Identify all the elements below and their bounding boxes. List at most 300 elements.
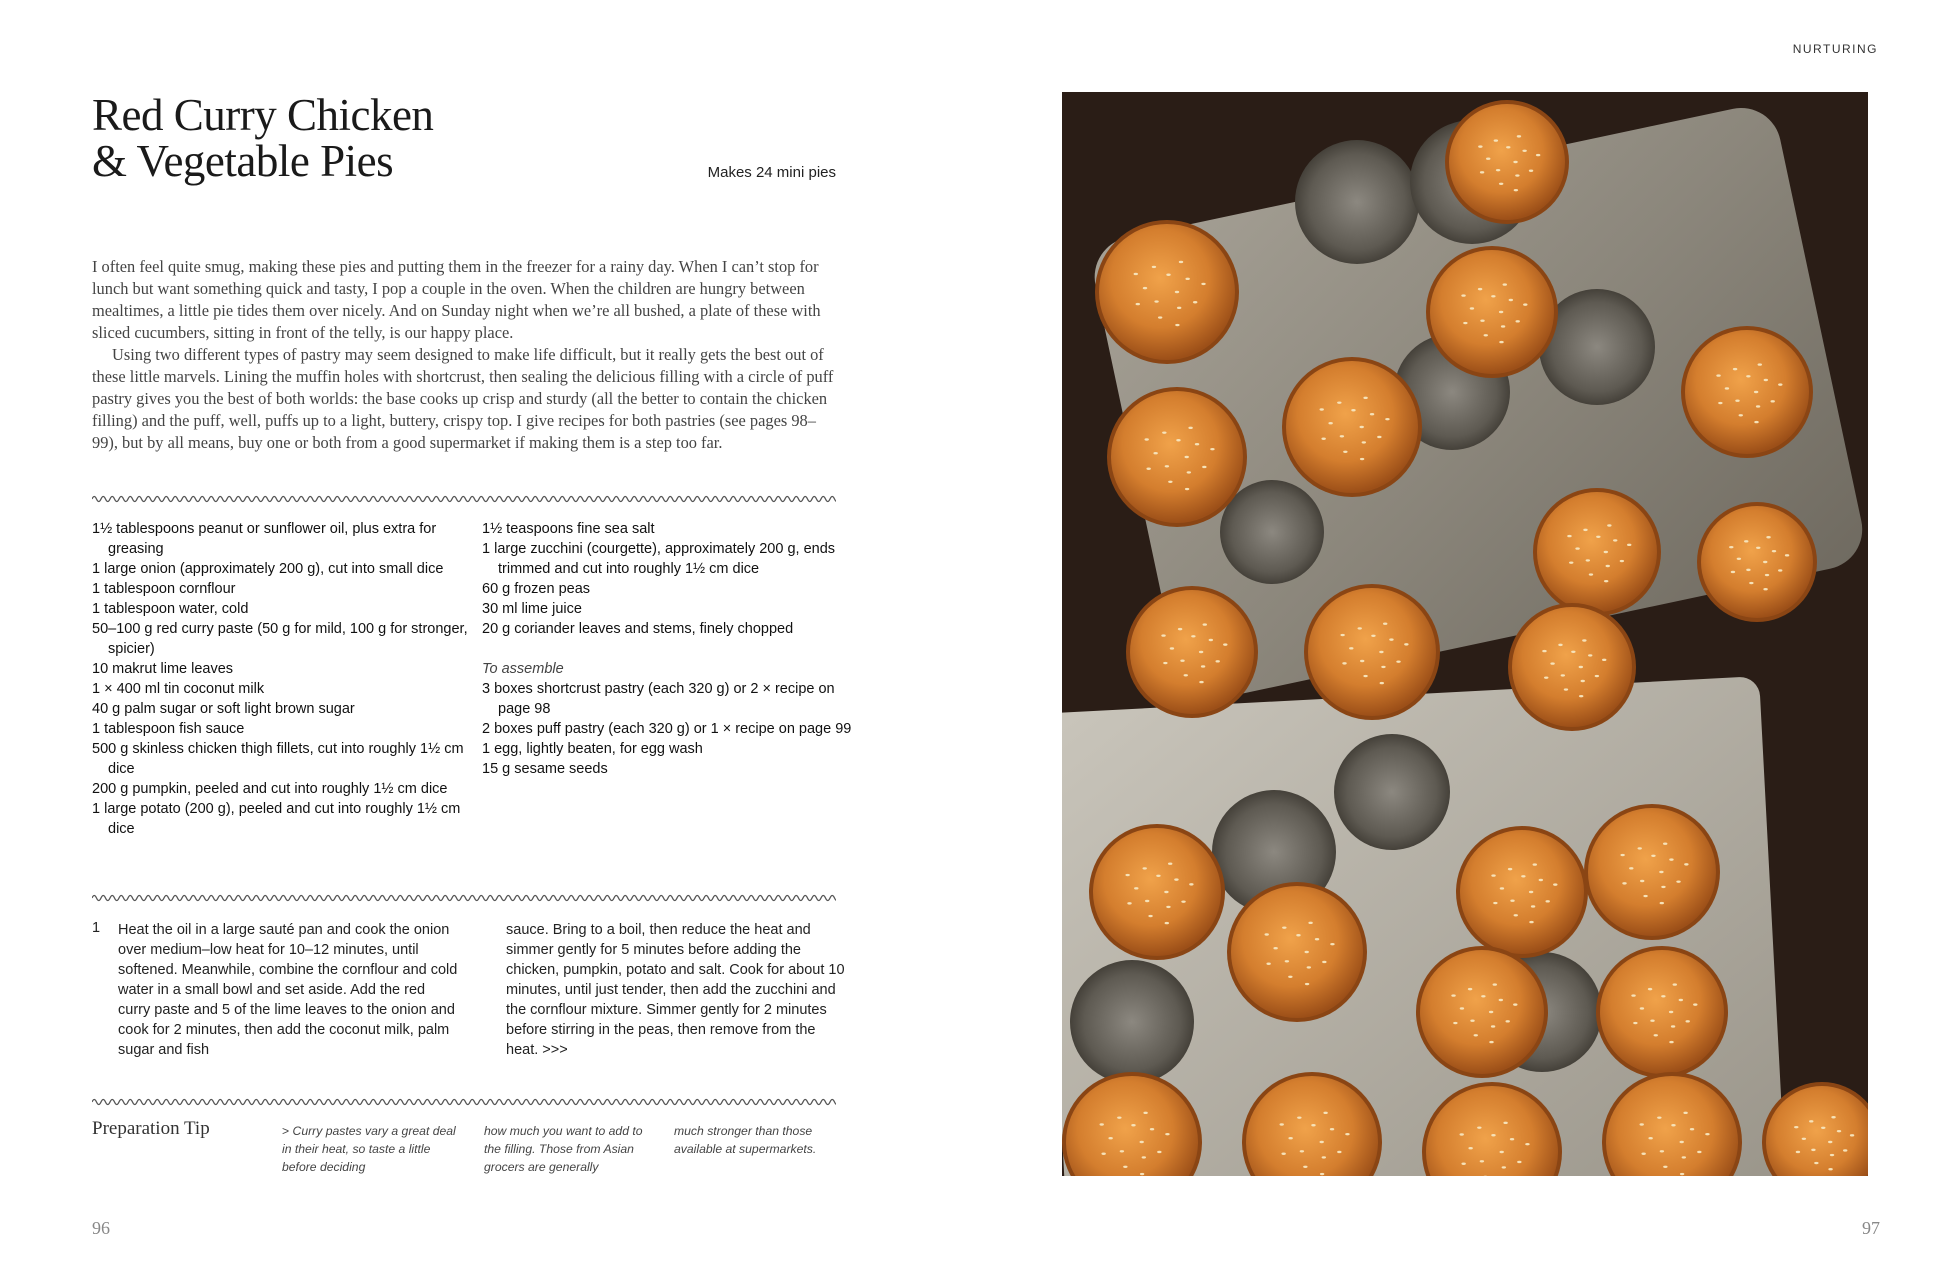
sesame-seed [1174, 878, 1178, 880]
pie [1089, 824, 1225, 960]
sesame-seed [1499, 999, 1503, 1001]
sesame-seed [1506, 146, 1510, 148]
sesame-seed [1680, 1141, 1684, 1143]
sesame-seed [1494, 139, 1498, 141]
pie [1107, 387, 1247, 527]
sesame-seed [1493, 983, 1497, 985]
sesame-seed [1640, 1007, 1644, 1009]
pie [1445, 100, 1569, 224]
sesame-seed [1157, 1151, 1161, 1153]
ingredient-item: 1 tablespoon water, cold [92, 601, 249, 617]
sesame-seed [1606, 565, 1610, 567]
pie [1426, 246, 1558, 378]
sesame-seed [1758, 363, 1762, 365]
sesame-seed [1529, 170, 1533, 172]
intro-paragraph: Using two different types of pastry may seem designed to make life difficult, but it really gets the best out of these little marvels. Lining the muffin holes with shortcrust, then sealing the delicious filling with a circle of puff pastry gives you the best of both worlds: the base cooks up crisp and sturdy (all the better to contain the chicken filling) and the puff, well, puffs up to a light, buttery, crispy top. I give recipes for both pastries (see pages 98–99), but by all means, buy one or both from a good supermarket if making them is a step too far. [92, 345, 834, 452]
sesame-seed [1484, 334, 1488, 336]
sesame-seed [1500, 1151, 1504, 1153]
sesame-seed [1389, 638, 1393, 640]
sesame-seed [1140, 1173, 1144, 1175]
sesame-seed [1685, 1020, 1689, 1022]
sesame-seed [1199, 651, 1203, 653]
sesame-seed [1491, 1025, 1495, 1027]
sesame-seed [1729, 546, 1733, 548]
sesame-seed [1567, 535, 1571, 537]
sesame-seed [1184, 674, 1188, 676]
pie [1584, 804, 1720, 940]
sesame-seed [1363, 397, 1367, 399]
tip-text [282, 1122, 457, 1176]
sesame-seed [1320, 408, 1324, 410]
sesame-seed [1633, 1022, 1637, 1024]
sesame-seed [1273, 947, 1277, 949]
ingredient-item: 60 g frozen peas [482, 581, 591, 597]
sesame-seed [1201, 283, 1205, 285]
sesame-seed [1177, 307, 1181, 309]
sesame-seed [1340, 634, 1344, 636]
sesame-seed [1308, 922, 1312, 924]
sesame-seed [1683, 1112, 1687, 1114]
sesame-seed [1561, 674, 1565, 676]
sesame-seed [1754, 391, 1758, 393]
sesame-seed [1187, 471, 1191, 473]
sesame-seed [1282, 926, 1286, 928]
sesame-seed [1210, 448, 1214, 450]
pie-top [1286, 361, 1418, 493]
tip-arrow: > [282, 1124, 290, 1138]
sesame-seed [1360, 458, 1364, 460]
sesame-seed [1539, 879, 1543, 881]
sesame-seed [1514, 189, 1518, 191]
sesame-seed [1285, 960, 1289, 962]
sesame-seed [1370, 413, 1374, 415]
sesame-seed [1509, 299, 1513, 301]
sesame-seed [1305, 983, 1309, 985]
sesame-seed [1676, 880, 1680, 882]
sesame-seed [1502, 1166, 1506, 1168]
sesame-seed [1505, 1020, 1509, 1022]
sesame-seed [1517, 135, 1521, 137]
sesame-seed [1648, 1137, 1652, 1139]
sesame-seed [1737, 558, 1741, 560]
sesame-seed [1460, 1007, 1464, 1009]
sesame-seed [1785, 554, 1789, 556]
sesame-seed [1486, 157, 1490, 159]
sesame-seed [1650, 1020, 1654, 1022]
sesame-seed [1288, 1137, 1292, 1139]
sesame-seed [1679, 999, 1683, 1001]
page-number-left: 96 [92, 1218, 110, 1238]
sesame-seed [1660, 1150, 1664, 1152]
sesame-seed [1579, 666, 1583, 668]
sesame-seed [1163, 662, 1167, 664]
sesame-seed [1809, 1120, 1813, 1122]
sesame-seed [1143, 287, 1147, 289]
sesame-seed [1533, 863, 1537, 865]
sesame-seed [1802, 1138, 1806, 1140]
sesame-seed [1176, 439, 1180, 441]
ingredient-item: 1½ teaspoons fine sea salt [482, 521, 655, 537]
sesame-seed [1383, 623, 1387, 625]
yield-note: Makes 24 mini pies [707, 164, 836, 181]
sesame-seed [1470, 1020, 1474, 1022]
sesame-seed [1794, 1126, 1798, 1128]
sesame-seed [1463, 322, 1467, 324]
sesame-seed [1515, 320, 1519, 322]
pie [1227, 882, 1367, 1022]
sesame-seed [1101, 1153, 1105, 1155]
sesame-seed [1604, 580, 1608, 582]
sesame-seed [1491, 1134, 1495, 1136]
sesame-seed [1363, 675, 1367, 677]
sesame-seed [1377, 436, 1381, 438]
sesame-seed [1305, 951, 1309, 953]
sesame-seed [1362, 441, 1366, 443]
sesame-seed [1175, 324, 1179, 326]
sesame-seed [1525, 1143, 1529, 1145]
sesame-seed [1725, 387, 1729, 389]
sesame-seed [1697, 1151, 1701, 1153]
sesame-seed [1764, 379, 1768, 381]
ingredient-item: 1 tablespoon fish sauce [92, 721, 245, 737]
sesame-seed [1143, 867, 1147, 869]
pie [1126, 586, 1258, 718]
sesame-seed [1166, 906, 1170, 908]
sesame-seed [1491, 295, 1495, 297]
sesame-seed [1131, 1124, 1135, 1126]
sesame-seed [1657, 1116, 1661, 1118]
recipe-title-line-1: Red Curry Chicken [92, 90, 434, 140]
sesame-seed [1180, 660, 1184, 662]
sesame-seed [1529, 891, 1533, 893]
sesame-seed [1134, 273, 1138, 275]
sesame-seed [1638, 847, 1642, 849]
sesame-seed [1100, 1123, 1104, 1125]
sesame-seed [1158, 316, 1162, 318]
sesame-seed [1746, 375, 1750, 377]
pie [1681, 326, 1813, 458]
pie-top [1449, 104, 1565, 220]
pie-top [1099, 224, 1235, 360]
sesame-seed [1754, 421, 1758, 423]
sesame-seed [1322, 1156, 1326, 1158]
sesame-seed [1320, 1141, 1324, 1143]
sesame-seed [1148, 915, 1152, 917]
pie-top [1588, 808, 1716, 936]
sesame-seed [1620, 560, 1624, 562]
sesame-seed [1515, 174, 1519, 176]
sesame-seed [1202, 466, 1206, 468]
ingredient-item: 3 boxes shortcrust pastry (each 320 g) or 2 × recipe on page 98 [482, 681, 835, 717]
pie-top [1512, 607, 1632, 727]
sesame-seed [1150, 1128, 1154, 1130]
sesame-seed [1493, 902, 1497, 904]
sesame-seed [1602, 659, 1606, 661]
sesame-seed [1669, 1041, 1673, 1043]
sesame-seed [1321, 438, 1325, 440]
ingredient-item: 1 tablespoon cornflour [92, 581, 236, 597]
sesame-seed [1641, 1153, 1645, 1155]
sesame-seed [1296, 934, 1300, 936]
tip-label: Preparation Tip [92, 1118, 210, 1139]
sesame-seed [1185, 488, 1189, 490]
sesame-seed [1622, 882, 1626, 884]
wavy-divider [92, 893, 836, 903]
sesame-seed [1766, 536, 1770, 538]
sesame-seed [1201, 665, 1205, 667]
sesame-seed [1281, 1153, 1285, 1155]
sesame-seed [1651, 855, 1655, 857]
sesame-seed [1330, 943, 1334, 945]
pie-top [1231, 886, 1363, 1018]
sesame-seed [1733, 368, 1737, 370]
sesame-seed [1503, 1122, 1507, 1124]
sesame-seed [1215, 660, 1219, 662]
pie-top [1430, 250, 1554, 374]
ingredients-right [482, 519, 862, 779]
sesame-seed [1280, 1123, 1284, 1125]
pie-top [1600, 950, 1724, 1074]
sesame-seed [1718, 402, 1722, 404]
sesame-seed [1330, 1128, 1334, 1130]
sesame-seed [1501, 325, 1505, 327]
ingredient-item: 200 g pumpkin, peeled and cut into roughly 1½ cm dice [92, 781, 448, 797]
sesame-seed [1337, 401, 1341, 403]
sesame-seed [1123, 1166, 1127, 1168]
sesame-seed [1542, 650, 1546, 652]
sesame-seed [1152, 266, 1156, 268]
sesame-seed [1503, 283, 1507, 285]
sesame-seed [1136, 303, 1140, 305]
sesame-seed [1477, 1126, 1481, 1128]
tip-text-col-1: Curry pastes vary a great deal in their heat, so taste a little before deciding [282, 1124, 456, 1174]
ingredient-item: 500 g skinless chicken thigh fillets, cut into roughly 1½ cm dice [92, 741, 464, 777]
pie-top [1420, 950, 1544, 1074]
sesame-seed [1175, 291, 1179, 293]
sesame-seed [1120, 1150, 1124, 1152]
sesame-seed [1604, 551, 1608, 553]
sesame-seed [1588, 654, 1592, 656]
sesame-seed [1558, 644, 1562, 646]
sesame-seed [1460, 1133, 1464, 1135]
sesame-seed [1358, 627, 1362, 629]
sesame-seed [1165, 1133, 1169, 1135]
pie [1508, 603, 1636, 731]
section-label: NURTURING [1792, 42, 1878, 56]
sesame-seed [1496, 169, 1500, 171]
sesame-seed [1596, 536, 1600, 538]
sesame-seed [1311, 1124, 1315, 1126]
sesame-seed [1744, 540, 1748, 542]
sesame-seed [1168, 863, 1172, 865]
sesame-seed [1193, 301, 1197, 303]
sesame-seed [1127, 902, 1131, 904]
assemble-heading: To assemble [482, 661, 564, 677]
sesame-seed [1582, 639, 1586, 641]
sesame-seed [1351, 409, 1355, 411]
sesame-seed [1165, 922, 1169, 924]
method-step-part-2: sauce. Bring to a boil, then reduce the heat and simmer gently for 5 minutes before adding the chicken, pumpkin, potato and salt. Cook for about 10 minutes, until just tender, then add the zucchini and the cornflour mixture. Simmer gently for 2 minutes before stirring in the peas, then remove from the heat. >>> [506, 922, 845, 1058]
sesame-seed [1661, 995, 1665, 997]
sesame-seed [1684, 863, 1688, 865]
sesame-seed [1705, 1133, 1709, 1135]
sesame-seed [1404, 643, 1408, 645]
sesame-seed [1297, 1116, 1301, 1118]
sesame-seed [1510, 900, 1514, 902]
sesame-seed [1500, 887, 1504, 889]
sesame-seed [1468, 988, 1472, 990]
sesame-seed [1756, 547, 1760, 549]
pie [1596, 946, 1728, 1078]
sesame-seed [1529, 921, 1533, 923]
sesame-seed [1142, 1156, 1146, 1158]
sesame-seed [1165, 465, 1169, 467]
sesame-seed [1179, 261, 1183, 263]
sesame-seed [1640, 1123, 1644, 1125]
sesame-seed [1199, 681, 1203, 683]
sesame-seed [1153, 452, 1157, 454]
sesame-seed [1544, 676, 1548, 678]
sesame-seed [1796, 1151, 1800, 1153]
sesame-seed [1360, 660, 1364, 662]
sesame-seed [1716, 374, 1720, 376]
sesame-seed [1266, 963, 1270, 965]
tin-hole [1220, 480, 1324, 584]
sesame-seed [1620, 854, 1624, 856]
sesame-seed [1508, 868, 1512, 870]
sesame-seed [1451, 994, 1455, 996]
recipe-title [92, 92, 433, 184]
sesame-seed [1671, 1025, 1675, 1027]
sesame-seed [1453, 1022, 1457, 1024]
sesame-seed [1521, 875, 1525, 877]
sesame-seed [1328, 422, 1332, 424]
sesame-seed [1195, 443, 1199, 445]
sesame-seed [1673, 983, 1677, 985]
pie [1533, 488, 1661, 616]
ingredient-item: 1½ tablespoons peanut or sunflower oil, plus extra for greasing [92, 521, 437, 557]
sesame-seed [1145, 438, 1149, 440]
sesame-seed [1531, 905, 1535, 907]
sesame-seed [1307, 966, 1311, 968]
sesame-seed [1513, 161, 1517, 163]
sesame-seed [1513, 1003, 1517, 1005]
sesame-seed [1663, 1166, 1667, 1168]
intro-paragraph: I often feel quite smug, making these pies and putting them in the freezer for a rainy day. When I can’t stop for lunch but want something quick and tasty, I pop a couple in the oven. When the children are hungry between mealtimes, a little pie tides them over nicely. And on Sunday night when we’re all bushed, a plate of these with sliced cucumbers, sitting in front of the telly, is our happy place. [92, 257, 821, 342]
sesame-seed [1517, 1161, 1521, 1163]
sesame-seed [1499, 341, 1503, 343]
pie-top [1537, 492, 1657, 612]
sesame-seed [1108, 1137, 1112, 1139]
sesame-seed [1746, 569, 1750, 571]
sesame-seed [1191, 635, 1195, 637]
sesame-seed [1185, 278, 1189, 280]
sesame-seed [1643, 895, 1647, 897]
ingredient-item: 1 egg, lightly beaten, for egg wash [482, 741, 703, 757]
tin-hole [1295, 140, 1419, 264]
sesame-seed [1380, 682, 1384, 684]
sesame-seed [1166, 274, 1170, 276]
sesame-seed [1168, 481, 1172, 483]
sesame-seed [1379, 651, 1383, 653]
sesame-seed [1669, 858, 1673, 860]
sesame-seed [1756, 405, 1760, 407]
sesame-seed [1550, 662, 1554, 664]
sesame-seed [1134, 887, 1138, 889]
sesame-seed [1345, 1133, 1349, 1135]
sesame-seed [1470, 307, 1474, 309]
sesame-seed [1481, 995, 1485, 997]
intro-text [92, 256, 836, 454]
ingredient-item: 30 ml lime juice [482, 601, 582, 617]
sesame-seed [1499, 311, 1503, 313]
ingredient-item: 2 boxes puff pastry (each 320 g) or 1 × recipe on page 99 [482, 721, 852, 737]
sesame-seed [1385, 418, 1389, 420]
sesame-seed [1300, 1150, 1304, 1152]
tip-text-col-3: much stronger than those available at supermarkets. [674, 1124, 817, 1156]
sesame-seed [1223, 643, 1227, 645]
sesame-seed [1371, 635, 1375, 637]
pies-illustration [1062, 92, 1868, 1176]
sesame-seed [1522, 150, 1526, 152]
ingredient-item: 1 large zucchini (courgette), approximately 200 g, ends trimmed and cut into roughly 1½ cm dice [482, 541, 836, 577]
sesame-seed [1337, 1151, 1341, 1153]
sesame-seed [1164, 891, 1168, 893]
sesame-seed [1690, 1128, 1694, 1130]
pie [1456, 826, 1588, 958]
sesame-seed [1770, 400, 1774, 402]
sesame-seed [1161, 634, 1165, 636]
pie-top [1093, 828, 1221, 956]
sesame-seed [1765, 574, 1769, 576]
tip-text-col-2: how much you want to add to the filling. Those from Asian grocers are generally [484, 1124, 643, 1174]
sesame-seed [1583, 529, 1587, 531]
sesame-seed [1188, 427, 1192, 429]
sesame-seed [1843, 1149, 1847, 1151]
sesame-seed [1569, 561, 1573, 563]
sesame-seed [1185, 456, 1189, 458]
wavy-divider [92, 494, 836, 504]
sesame-seed [1586, 559, 1590, 561]
sesame-seed [1125, 874, 1129, 876]
sesame-seed [1381, 666, 1385, 668]
sesame-seed [1575, 547, 1579, 549]
sesame-seed [1607, 524, 1611, 526]
sesame-seed [1478, 145, 1482, 147]
sesame-seed [1837, 1130, 1841, 1132]
sesame-seed [1461, 1163, 1465, 1165]
sesame-seed [1640, 880, 1644, 882]
sesame-seed [1143, 1112, 1147, 1114]
ingredient-item: 1 × 400 ml tin coconut milk [92, 681, 265, 697]
sesame-seed [1821, 1127, 1825, 1129]
sesame-seed [1553, 883, 1557, 885]
sesame-seed [1349, 647, 1353, 649]
sesame-seed [1850, 1134, 1854, 1136]
sesame-seed [1288, 976, 1292, 978]
sesame-seed [1340, 435, 1344, 437]
sesame-seed [1209, 639, 1213, 641]
sesame-seed [1203, 623, 1207, 625]
sesame-seed [1474, 1034, 1478, 1036]
sesame-seed [1489, 1011, 1493, 1013]
step-number: 1 [92, 920, 101, 936]
sesame-seed [1772, 550, 1776, 552]
sesame-seed [1739, 414, 1743, 416]
sesame-seed [1320, 1173, 1324, 1175]
pie-top [1111, 391, 1243, 523]
method-step-part-1: Heat the oil in a large sauté pan and cook the onion over medium–low heat for 10–12 minutes, until softened. Meanwhile, combine the cornflour and cold water in a small bowl and set aside. Add the red curry paste and 5 of the lime leaves to the onion and cook for 2 minutes, then add the coconut milk, palm sugar and fish [118, 922, 458, 1058]
